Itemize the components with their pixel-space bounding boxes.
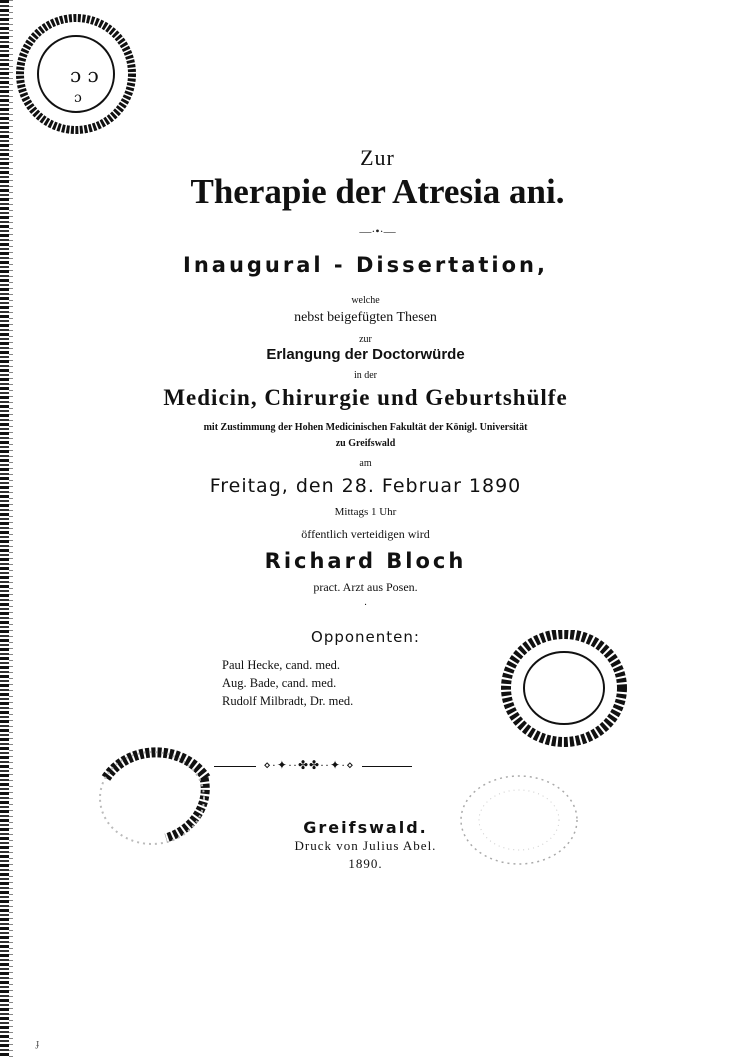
text-in-der: in der: [353, 370, 378, 381]
opponent-item: Rudolf Milbradt, Dr. med.: [222, 694, 354, 708]
corner-mark: ɟ: [36, 1038, 40, 1049]
text-erlangung: Erlangung der Doctorwürde: [266, 346, 465, 363]
title-rule-ornament: —·•·—: [359, 224, 396, 238]
svg-text:ɔ: ɔ: [74, 90, 82, 106]
author-info: pract. Arzt aus Posen.: [313, 580, 418, 594]
defense-text: öffentlich verteidigen wird: [301, 527, 430, 541]
faculty-consent: mit Zustimmung der Hohen Medicinischen Fakultät der Königl. Universität: [203, 422, 528, 433]
author-name: Richard Bloch: [264, 549, 467, 573]
ornament-rule-left: [214, 766, 256, 767]
imprint-year: 1890.: [348, 856, 383, 871]
defense-time: Mittags 1 Uhr: [334, 506, 397, 518]
text-welche: welche: [351, 295, 380, 306]
opponents-list: [222, 656, 353, 710]
title-prefix: Zur: [360, 145, 395, 170]
faculty-fields: Medicin, Chirurgie und Geburtshülfe: [163, 385, 568, 410]
ornament-rule-right: [362, 766, 412, 767]
library-stamp-top-left: [14, 12, 138, 136]
separator-dot: ·: [363, 600, 368, 611]
document-type: Inaugural - Dissertation,: [183, 253, 548, 277]
text-thesen: nebst beigefügten Thesen: [294, 310, 437, 325]
text-zur: zur: [359, 334, 372, 345]
opponent-item: Aug. Bade, cand. med.: [222, 676, 337, 690]
defense-date: Freitag, den 28. Februar 1890: [209, 475, 522, 497]
academy-stamp-right: [500, 630, 628, 748]
dissertation-title: Therapie der Atresia ani.: [190, 172, 565, 211]
ornament: ⋄·✦··✤✤··✦·⋄: [263, 758, 355, 772]
svg-text:ɔ ɔ: ɔ ɔ: [70, 63, 99, 87]
opponents-heading: Opponenten:: [311, 628, 420, 646]
imprint-city: Greifswald.: [303, 818, 428, 837]
text-am: am: [359, 458, 372, 469]
opponent-item: Paul Hecke, cand. med.: [222, 658, 341, 672]
imprint-printer: Druck von Julius Abel.: [294, 838, 437, 853]
university-place: zu Greifswald: [335, 438, 396, 449]
